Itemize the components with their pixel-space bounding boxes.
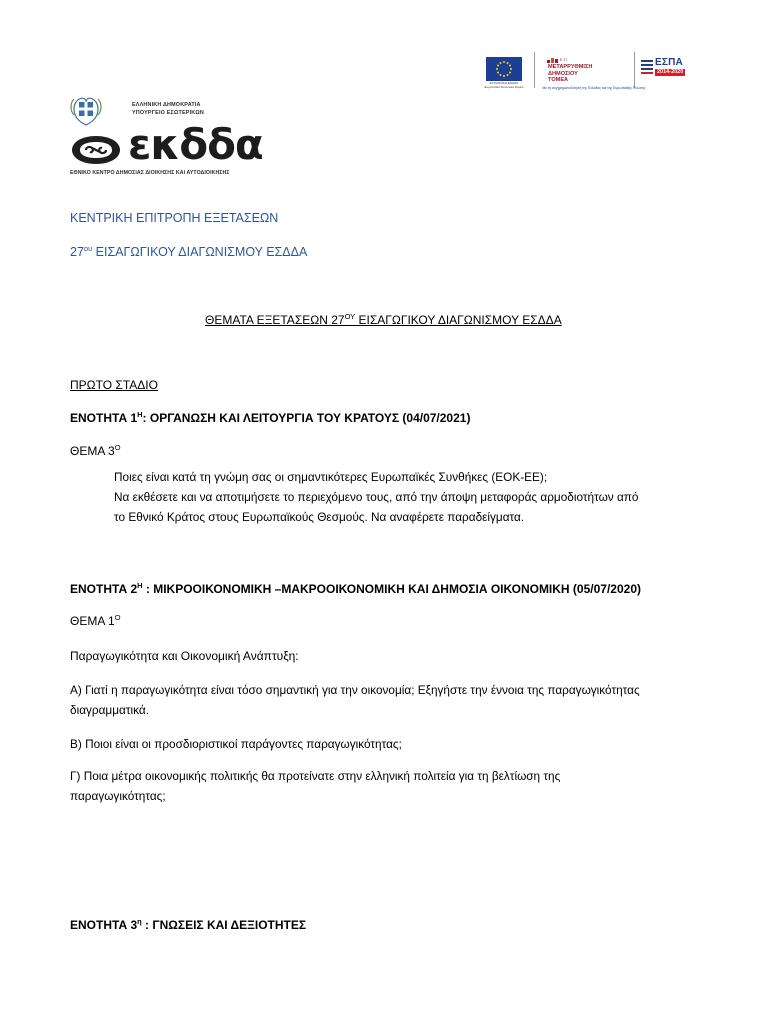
logo-divider xyxy=(634,52,635,88)
ordinal-suffix: Η xyxy=(137,410,143,419)
espa-flag-icon xyxy=(641,58,653,78)
cofunding-caption: Με τη συγχρηματοδότηση της Ελλάδας και της Ευρωπαϊκής Ένωσης xyxy=(542,86,646,90)
espa-logo-years: 2014-2020 xyxy=(657,69,684,75)
unit-3-heading xyxy=(70,918,306,932)
reform-logo-text xyxy=(548,64,592,84)
document-title xyxy=(205,313,562,327)
unit-2-topic xyxy=(70,614,121,628)
ekdda-logo-wordmark: εκδδα xyxy=(128,120,263,169)
question-line: διαγραμματικά. xyxy=(70,703,149,717)
question-a xyxy=(70,680,640,720)
topic-label: ΘΕΜΑ 3 xyxy=(70,444,115,458)
unit-2-heading xyxy=(70,582,641,596)
question-line: Ποιες είναι κατά τη γνώμη σας οι σημαντικότερες Ευρωπαϊκές Συνθήκες (ΕΟΚ-ΕΕ); xyxy=(114,470,548,484)
reform-line: ΜΕΤΑΡΡΥΘΜΙΣΗ xyxy=(548,64,593,70)
ekdda-full-name: ΕΘΝΙΚΟ ΚΕΝΤΡΟ ΔΗΜΟΣΙΑΣ ΔΙΟΙΚΗΣΗΣ ΚΑΙ ΑΥΤΟΔΙΟΙΚΗΣΗΣ xyxy=(70,170,230,176)
unit-2-intro: Παραγωγικότητα και Οικονομική Ανάπτυξη: xyxy=(70,649,299,663)
question-line: Α) Γιατί η παραγωγικότητα είναι τόσο σημαντική για την οικονομία; Εξηγήστε την έννοια της παραγωγικότητας xyxy=(70,683,640,697)
unit-title: : ΟΡΓΑΝΩΣΗ ΚΑΙ ΛΕΙΤΟΥΡΓΙΑ ΤΟΥ ΚΡΑΤΟΥΣ (04/07/2021) xyxy=(142,411,471,425)
ministry-line: ΥΠΟΥΡΓΕΙΟ ΕΣΩΤΕΡΙΚΩΝ xyxy=(132,110,204,116)
ministry-line: ΕΛΛΗΝΙΚΗ ΔΗΜΟΚΡΑΤΙΑ xyxy=(132,102,201,108)
unit-1-topic xyxy=(70,444,121,458)
ordinal-suffix: Η xyxy=(137,581,143,590)
unit-title: : ΜΙΚΡΟΟΙΚΟΝΟΜΙΚΗ –ΜΑΚΡΟΟΙΚΟΝΟΜΙΚΗ ΚΑΙ ΔΗΜΟΣΙΑ ΟΙΚΟΝΟΜΙΚΗ (05/07/2020) xyxy=(142,582,641,596)
unit-label: ΕΝΟΤΗΤΑ 3 xyxy=(70,918,138,932)
eu-caption-line: ΕΥΡΩΠΑΪΚΗ ΕΝΩΣΗ xyxy=(489,81,519,85)
topic-label: ΘΕΜΑ 1 xyxy=(70,614,115,628)
competition-name: ΕΙΣΑΓΩΓΙΚΟΥ ΔΙΑΓΩΝΙΣΜΟΥ ΕΣΔΔΑ xyxy=(92,245,308,259)
espa-logo-title: ΕΣΠΑ xyxy=(655,57,683,68)
unit-label: ΕΝΟΤΗΤΑ 2 xyxy=(70,582,138,596)
question-c xyxy=(70,766,560,806)
document-title-part: ΘΕΜΑΤΑ ΕΞΕΤΑΣΕΩΝ 27 xyxy=(205,313,345,327)
ministry-lines xyxy=(132,101,204,117)
document-title-part: ΕΙΣΑΓΩΓΙΚΟΥ ΔΙΑΓΩΝΙΣΜΟΥ ΕΣΔΔΑ xyxy=(355,313,562,327)
unit-label: ΕΝΟΤΗΤΑ 1 xyxy=(70,411,138,425)
competition-number: 27 xyxy=(70,245,84,259)
question-line: Β) Ποιοι είναι οι προσδιοριστικοί παράγοντες παραγωγικότητας; xyxy=(70,737,402,751)
ekdda-emblem-icon xyxy=(70,132,122,168)
greek-coat-of-arms-icon xyxy=(70,93,126,127)
unit-title: : ΓΝΩΣΕΙΣ ΚΑΙ ΔΕΞΙΟΤΗΤΕΣ xyxy=(141,918,307,932)
ordinal-suffix: ΟΥ xyxy=(344,312,356,321)
committee-heading: ΚΕΝΤΡΙΚΗ ΕΠΙΤΡΟΠΗ ΕΞΕΤΑΣΕΩΝ xyxy=(70,211,279,225)
unit-1-question xyxy=(114,467,638,527)
question-line: Να εκθέσετε και να αποτιμήσετε το περιεχόμενο τους, από την άποψη μεταφοράς αρμοδιοτήτων από xyxy=(114,490,639,504)
unit-1-heading xyxy=(70,411,470,425)
eu-flag-logo xyxy=(486,57,522,81)
question-b xyxy=(70,734,402,754)
ordinal-suffix: η xyxy=(137,917,142,926)
ordinal-suffix: ου xyxy=(83,244,93,253)
reform-line: ΤΟΜΕΑ xyxy=(548,77,569,83)
stage-heading: ΠΡΩΤΟ ΣΤΑΔΙΟ xyxy=(70,378,158,392)
reform-prefix: Ε.Π. xyxy=(560,57,568,62)
question-line: το Εθνικό Κράτος στους Ευρωπαϊκούς Θεσμούς. Να αναφέρετε παραδείγματα. xyxy=(114,510,525,524)
reform-line: ΔΗΜΟΣΙΟΥ xyxy=(548,70,578,77)
ordinal-suffix: Ο xyxy=(114,443,121,452)
ordinal-suffix: Ο xyxy=(114,613,121,622)
eu-caption-line: Ευρωπαϊκό Κοινωνικό Ταμείο xyxy=(484,85,524,89)
question-line: Γ) Ποια μέτρα οικονομικής πολιτικής θα προτείνατε στην ελληνική πολιτεία για τη βελτίωση της xyxy=(70,769,561,783)
competition-heading xyxy=(70,245,307,259)
question-line: παραγωγικότητας; xyxy=(70,789,166,803)
logo-divider xyxy=(534,52,535,88)
